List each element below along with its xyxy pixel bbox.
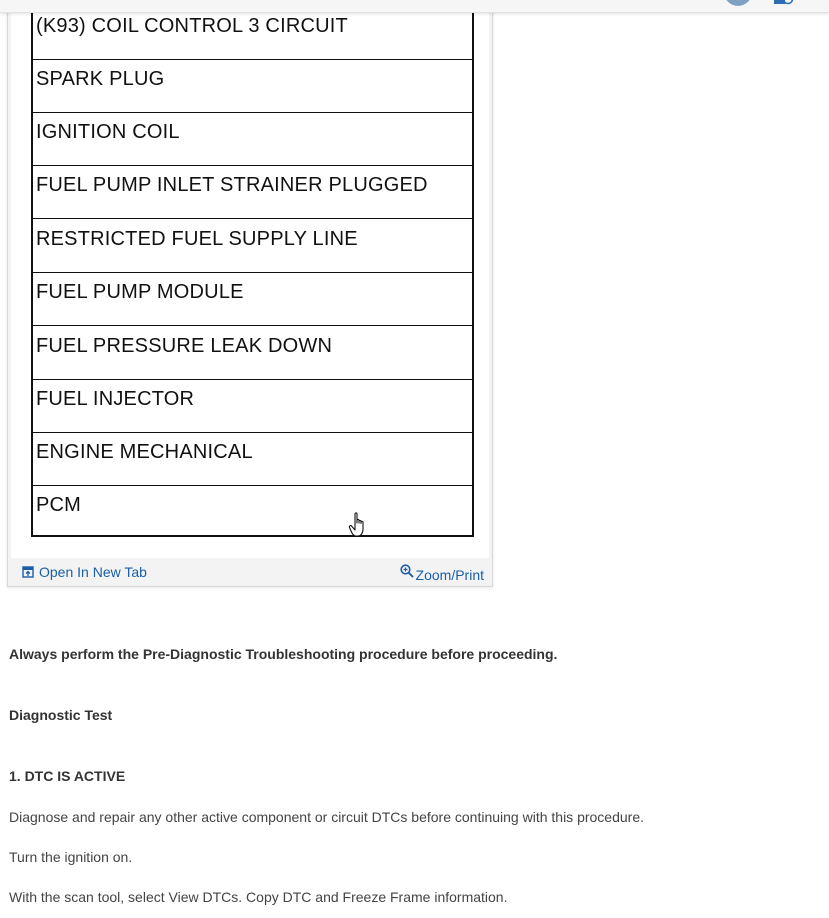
row-label: FUEL PRESSURE LEAK DOWN xyxy=(36,335,333,357)
row-label: FUEL INJECTOR xyxy=(36,388,195,410)
table-row xyxy=(33,273,474,326)
instruction-text: Diagnose and repair any other active component or circuit DTCs before continuing with this procedure. xyxy=(9,809,644,825)
section-title: Diagnostic Test xyxy=(9,707,113,723)
row-label: FUEL PUMP MODULE xyxy=(36,281,244,303)
table-row xyxy=(33,220,474,273)
table-row xyxy=(33,380,474,433)
zoom-print-link[interactable] xyxy=(400,564,484,583)
open-in-new-tab-link[interactable] xyxy=(22,564,147,580)
diagram-image[interactable] xyxy=(11,0,489,558)
instruction-text: With the scan tool, select View DTCs. Copy DTC and Freeze Frame information. xyxy=(9,889,508,905)
table-row xyxy=(33,166,474,219)
step-title: 1. DTC IS ACTIVE xyxy=(9,768,126,784)
table-row xyxy=(33,433,474,486)
row-label: RESTRICTED FUEL SUPPLY LINE xyxy=(36,228,358,250)
open-new-tab-icon xyxy=(22,566,34,578)
table-row xyxy=(33,7,474,60)
user-avatar-icon[interactable] xyxy=(724,0,752,6)
row-label: FUEL PUMP INLET STRAINER PLUGGED xyxy=(36,174,428,196)
pre-diagnostic-warning: Always perform the Pre-Diagnostic Troubleshooting procedure before proceeding. xyxy=(9,646,558,662)
zoom-print-label: Zoom/Print xyxy=(415,567,484,583)
hand-pointer-icon xyxy=(348,512,370,538)
row-label: (K93) COIL CONTROL 3 CIRCUIT xyxy=(36,15,348,37)
notifications-icon[interactable] xyxy=(773,0,795,5)
instruction-text: Turn the ignition on. xyxy=(9,849,133,865)
row-label: ENGINE MECHANICAL xyxy=(36,441,253,463)
top-toolbar xyxy=(0,0,829,13)
figure-footer xyxy=(11,560,489,584)
row-label: IGNITION COIL xyxy=(36,121,180,143)
row-label: PCM xyxy=(36,494,82,516)
table-row xyxy=(33,486,474,539)
row-label: SPARK PLUG xyxy=(36,68,165,90)
magnifier-icon xyxy=(400,564,414,578)
table-row xyxy=(33,60,474,113)
open-in-new-tab-label: Open In New Tab xyxy=(39,564,147,580)
table-row xyxy=(33,113,474,166)
diagram-figure xyxy=(7,0,493,587)
symptom-table xyxy=(31,0,474,537)
table-row xyxy=(33,327,474,380)
